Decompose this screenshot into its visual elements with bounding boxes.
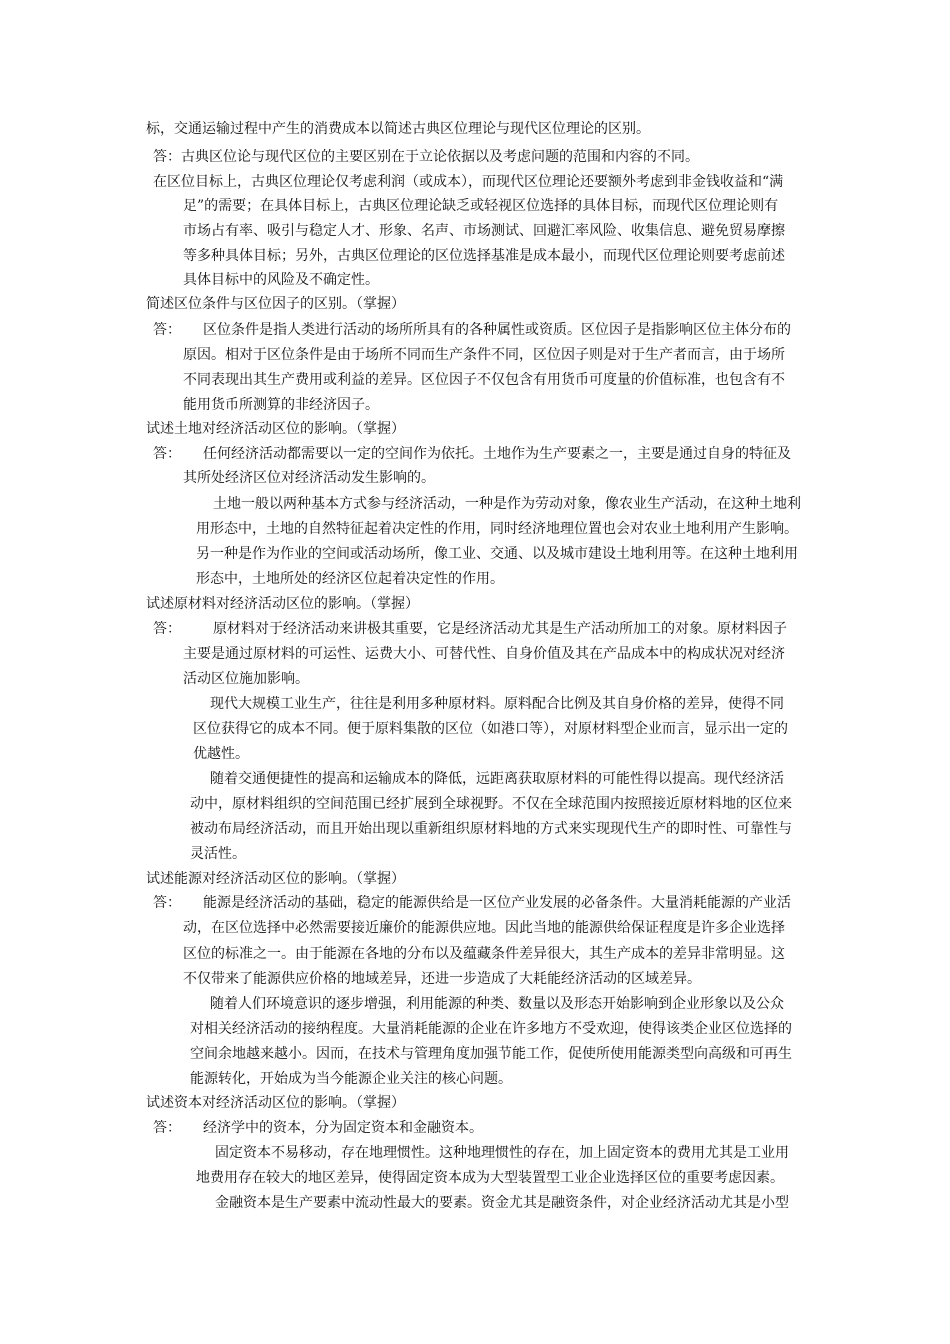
question-heading: 试述土地对经济活动区位的影响。（掌握） bbox=[146, 421, 405, 437]
answer-body-line: 能源转化，开始成为当今能源企业关注的核心问题。 bbox=[190, 1071, 512, 1087]
answer-body-line: 能用货币所测算的非经济因子。 bbox=[183, 397, 379, 413]
intro-answer-body-line: 具体目标中的风险及不确定性。 bbox=[183, 272, 379, 288]
intro-answer-body-line: 在区位目标上，古典区位理论仅考虑利润（或成本），而现代区位理论还要额外考虑到非金钱收益和“满 bbox=[153, 174, 784, 190]
answer-body-line: 随着交通便捷性的提高和运输成本的降低，远距离获取原材料的可能性得以提高。现代经济活 bbox=[210, 771, 784, 787]
answer-body-line: 随着人们环境意识的逐步增强，利用能源的种类、数量以及形态开始影响到企业形象以及公众 bbox=[210, 996, 784, 1012]
answer-label: 答： bbox=[153, 895, 181, 911]
answer-body-line: 灵活性。 bbox=[190, 846, 246, 862]
answer-body-line: 动中，原材料组织的空间范围已经扩展到全球视野。不仅在全球范围内按照接近原材料地的区位来 bbox=[190, 796, 792, 812]
intro-question: 标，交通运输过程中产生的消费成本以简述古典区位理论与现代区位理论的区别。 bbox=[146, 121, 650, 137]
question-heading: 简述区位条件与区位因子的区别。（掌握） bbox=[146, 296, 405, 312]
answer-body-line: 动，在区位选择中必然需要接近廉价的能源供应地。因此当地的能源供给保证程度是许多企业选择 bbox=[183, 920, 785, 936]
answer-body-line: 土地一般以两种基本方式参与经济活动，一种是作为劳动对象，像农业生产活动，在这种土地利 bbox=[213, 496, 801, 512]
answer-body-line: 空间余地越来越小。因而，在技术与管理角度加强节能工作，促使所使用能源类型向高级和可再生 bbox=[190, 1046, 792, 1062]
answer-body-line: 区位条件是指人类进行活动的场所所具有的各种属性或资质。区位因子是指影响区位主体分布的 bbox=[203, 322, 791, 338]
answer-body-line: 能源是经济活动的基础，稳定的能源供给是一区位产业发展的必备条件。大量消耗能源的产业活 bbox=[203, 895, 791, 911]
answer-body-line: 现代大规模工业生产，往往是利用多种原材料。原料配合比例及其自身价格的差异，使得不同 bbox=[210, 696, 784, 712]
answer-body-line: 主要是通过原材料的可运性、运费大小、可替代性、自身价值及其在产品成本中的构成状况对经济 bbox=[183, 646, 785, 662]
answer-body-line: 形态中，土地所处的经济区位起着决定性的作用。 bbox=[196, 571, 504, 587]
answer-body-line: 活动区位施加影响。 bbox=[183, 671, 309, 687]
question-heading: 试述能源对经济活动区位的影响。（掌握） bbox=[146, 871, 405, 887]
answer-body-line: 对相关经济活动的接纳程度。大量消耗能源的企业在许多地方不受欢迎，使得该类企业区位选择的 bbox=[190, 1021, 792, 1037]
answer-label: 答： bbox=[153, 1120, 181, 1136]
answer-body-line: 不仅带来了能源供应价格的地域差异，还进一步造成了大耗能经济活动的区域差异。 bbox=[183, 971, 701, 987]
answer-label: 答： bbox=[153, 621, 181, 637]
answer-body-line: 任何经济活动都需要以一定的空间作为依托。土地作为生产要素之一，主要是通过自身的特征及 bbox=[203, 446, 791, 462]
answer-label: 答： bbox=[153, 446, 181, 462]
answer-body-line: 经济学中的资本，分为固定资本和金融资本。 bbox=[203, 1120, 483, 1136]
answer-body-line: 原因。相对于区位条件是由于场所不同而生产条件不同，区位因子则是对于生产者而言，由于场所 bbox=[183, 347, 785, 363]
answer-body-line: 不同表现出其生产费用或利益的差异。区位因子不仅包含有用货币可度量的价值标准，也包含有不 bbox=[183, 372, 785, 388]
intro-answer-line: 答：古典区位论与现代区位的主要区别在于立论依据以及考虑问题的范围和内容的不同。 bbox=[153, 149, 699, 165]
question-heading: 试述资本对经济活动区位的影响。（掌握） bbox=[146, 1095, 405, 1111]
answer-body-line: 另一种是作为作业的空间或活动场所，像工业、交通、以及城市建设土地利用等。在这种土地利用 bbox=[196, 546, 798, 562]
answer-body-line: 地费用存在较大的地区差异，使得固定资本成为大型装置型工业企业选择区位的重要考虑因素。 bbox=[196, 1170, 784, 1186]
intro-answer-body-line: 等多种具体目标；另外，古典区位理论的区位选择基准是成本最小，而现代区位理论则要考虑前述 bbox=[183, 248, 785, 264]
answer-body-line: 其所处经济区位对经济活动发生影响的。 bbox=[183, 470, 435, 486]
answer-body-line: 固定资本不易移动，存在地理惯性。这种地理惯性的存在，加上固定资本的费用尤其是工业用 bbox=[215, 1145, 789, 1161]
answer-body-line: 区位获得它的成本不同。便于原料集散的区位（如港口等），对原材料型企业而言，显示出一定的 bbox=[193, 721, 788, 737]
answer-body-line: 被动布局经济活动，而且开始出现以重新组织原材料地的方式来实现现代生产的即时性、可靠性与 bbox=[190, 821, 792, 837]
answer-body-line: 金融资本是生产要素中流动性最大的要素。资金尤其是融资条件，对企业经济活动尤其是小型 bbox=[215, 1195, 789, 1211]
answer-body-line: 优越性。 bbox=[193, 746, 249, 762]
intro-answer-body-line: 足”的需要；在具体目标上，古典区位理论缺乏或轻视区位选择的具体目标，而现代区位理论则有 bbox=[183, 198, 779, 214]
intro-answer-body-line: 市场占有率、吸引与稳定人才、形象、名声、市场测试、回避汇率风险、收集信息、避免贸易摩擦 bbox=[183, 223, 785, 239]
answer-body-line: 区位的标准之一。由于能源在各地的分布以及蕴藏条件差异很大，其生产成本的差异非常明显。这 bbox=[183, 946, 785, 962]
answer-label: 答： bbox=[153, 322, 181, 338]
answer-body-line: 用形态中，土地的自然特征起着决定性的作用，同时经济地理位置也会对农业土地利用产生影响。 bbox=[196, 521, 798, 537]
answer-body-line: 原材料对于经济活动来讲极其重要，它是经济活动尤其是生产活动所加工的对象。原材料因子 bbox=[213, 621, 787, 637]
question-heading: 试述原材料对经济活动区位的影响。（掌握） bbox=[146, 596, 419, 612]
